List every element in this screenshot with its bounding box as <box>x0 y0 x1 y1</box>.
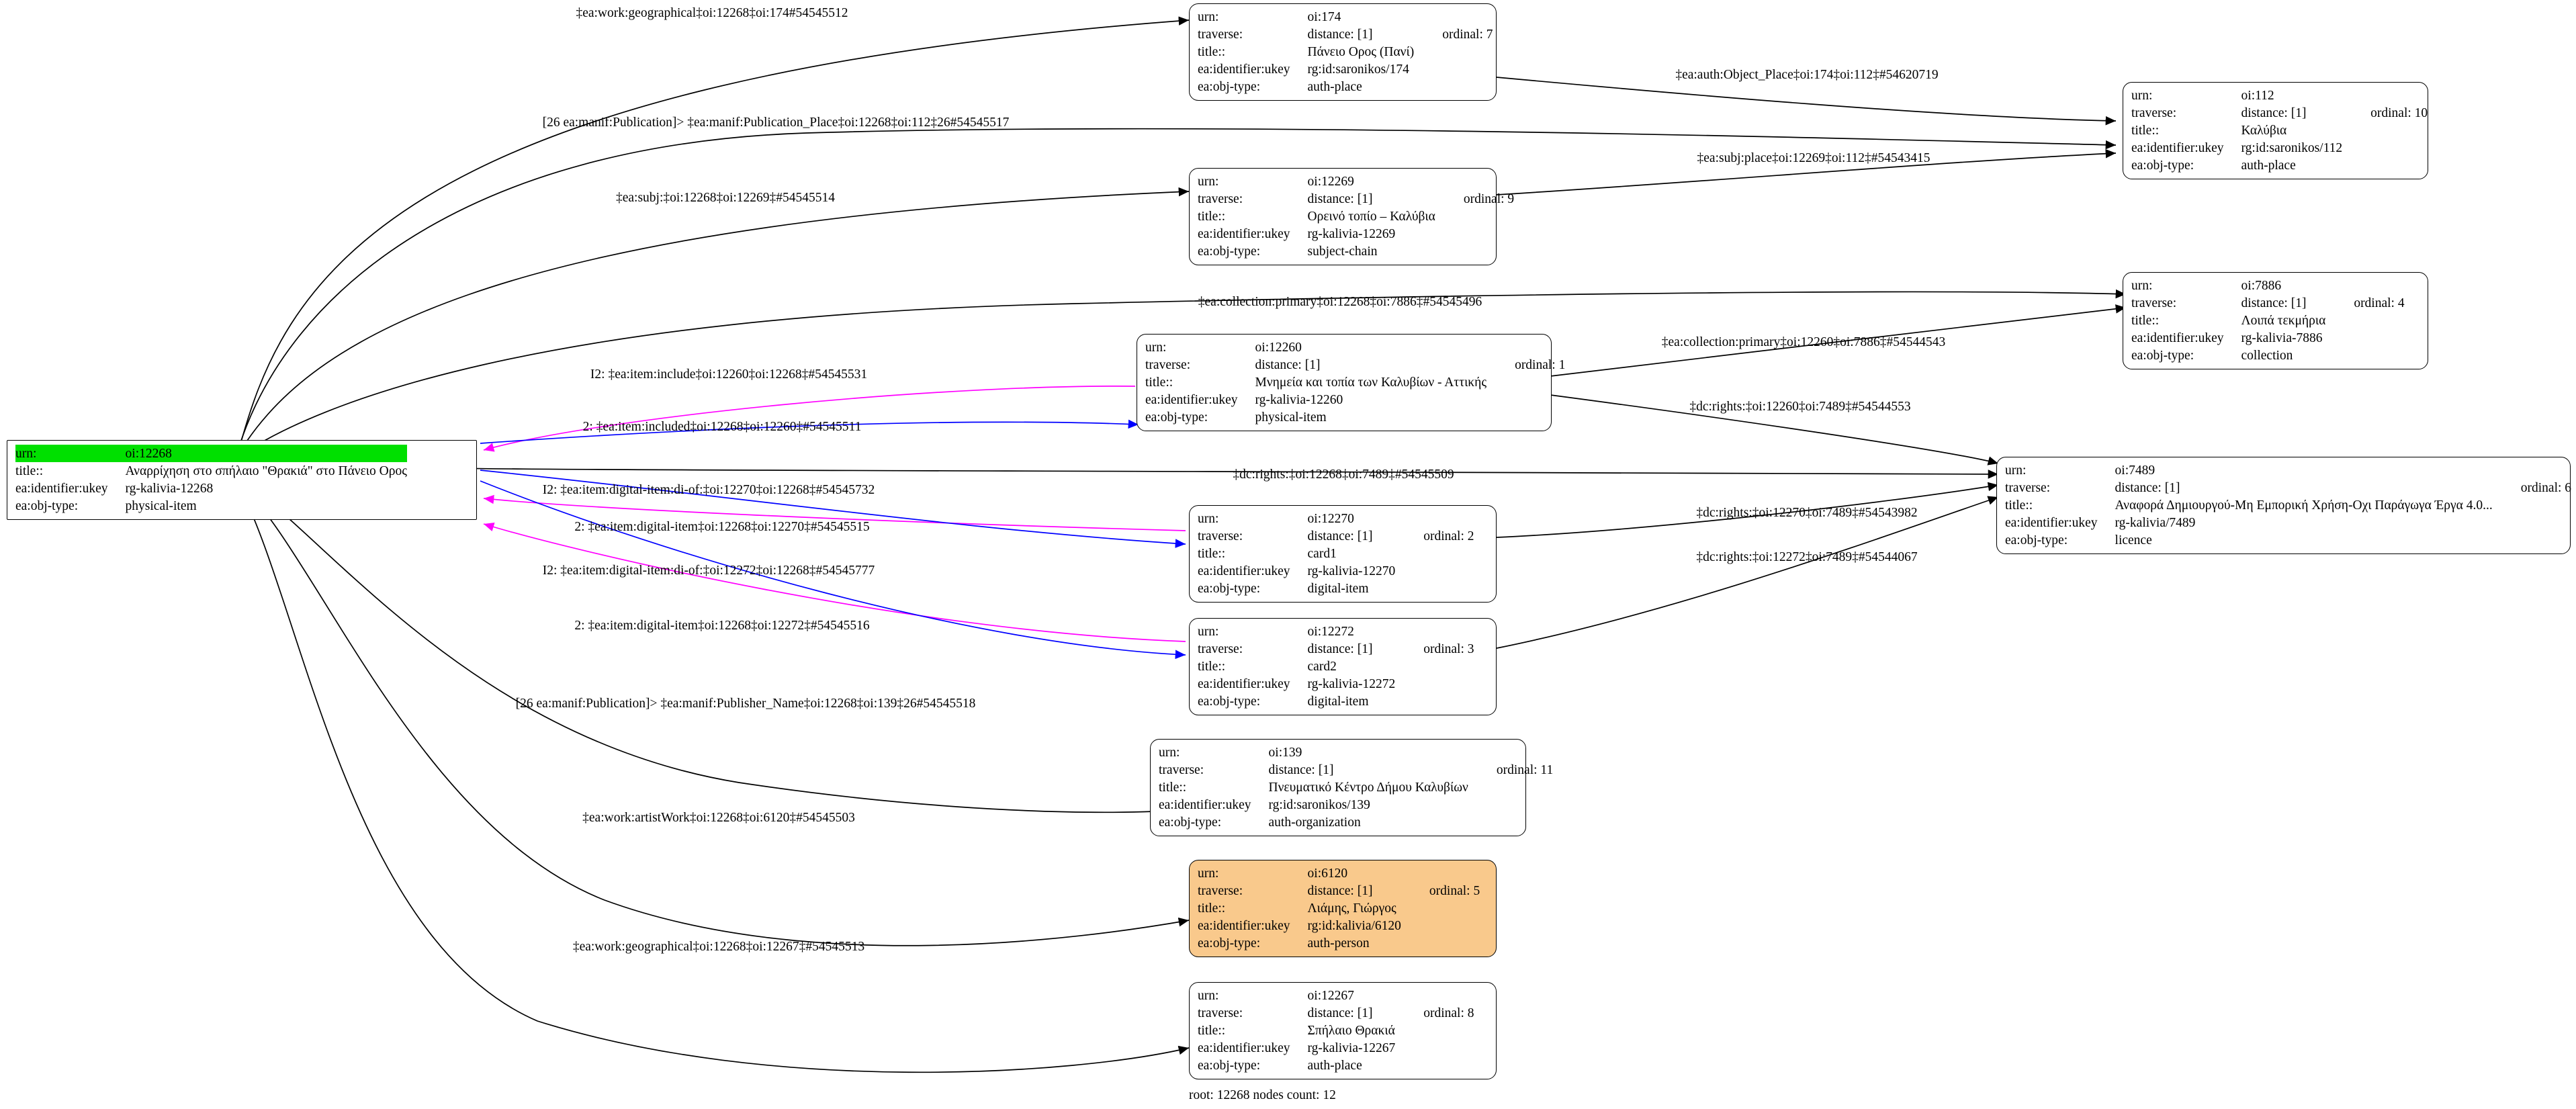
node-row <box>1198 640 1474 658</box>
node-row <box>1198 882 1480 899</box>
node-key: traverse: <box>1198 529 1243 543</box>
node-row <box>15 445 407 462</box>
node-row <box>2131 329 2405 347</box>
node-key: urn: <box>1159 745 1180 760</box>
node-value-2 <box>2325 277 2404 294</box>
node-value-2: ordinal: 7 <box>1442 27 1493 42</box>
node-key: title:: <box>2131 313 2160 328</box>
node-value-2: ordinal: 8 <box>1423 1006 1474 1020</box>
edge-label-work-artistwork: ‡ea:work:artistWork‡oi:12268‡oi:6120‡#54545503 <box>582 811 855 825</box>
node-table <box>2131 277 2405 364</box>
node-key: ea:identifier:ukey <box>15 481 108 496</box>
node-key: ea:obj-type: <box>2005 533 2068 547</box>
node-key: traverse: <box>1198 191 1243 206</box>
node-value: oi:139 <box>1268 745 1302 760</box>
node-key: title:: <box>1145 375 1173 390</box>
node-value: oi:12272 <box>1307 624 1354 639</box>
node-row <box>1198 1057 1474 1074</box>
node-value: Αναφορά Δημιουργού-Μη Εμπορική Χρήση-Οχι Παράγωγα Έργα 4.0... <box>2115 498 2493 513</box>
node-row <box>1198 658 1474 675</box>
node-row <box>15 462 407 480</box>
node-key: ea:obj-type: <box>15 498 79 513</box>
node-row <box>1198 225 1514 242</box>
node-value-2: ordinal: 5 <box>1429 883 1480 898</box>
node-value-2 <box>1435 173 1514 190</box>
edge-label-dc-rights-12260: ‡dc:rights:‡oi:12260‡oi:7489‡#54544553 <box>1689 400 1911 414</box>
node-value: digital-item <box>1307 694 1369 709</box>
node-value-2: ordinal: 4 <box>2354 296 2405 310</box>
node-value-2 <box>1401 864 1480 882</box>
node-row <box>1198 917 1480 934</box>
node-value: rg-kalivia/7489 <box>2115 515 2196 530</box>
node-table <box>1198 987 1474 1074</box>
node-key: urn: <box>2131 88 2153 103</box>
node-key: title:: <box>2131 123 2160 138</box>
node-key: ea:obj-type: <box>1198 1058 1261 1073</box>
node-key: urn: <box>1198 624 1219 639</box>
node-key: ea:obj-type: <box>1198 936 1261 950</box>
node-row <box>2131 122 2428 139</box>
node-value: rg:id:kalivia/6120 <box>1307 918 1401 933</box>
edge-label-digital-item-di-of-12270: I2: ‡ea:item:digital-item:di-of:‡oi:12270‡oi:12268‡#54545732 <box>542 483 875 497</box>
node-oi-7886[interactable] <box>2123 272 2428 369</box>
node-row <box>15 497 407 515</box>
node-value-2: ordinal: 10 <box>2370 105 2428 120</box>
edge-label-dc-rights-12272: ‡dc:rights:‡oi:12272‡oi:7489‡#54544067 <box>1696 550 1918 564</box>
node-row <box>1198 623 1474 640</box>
node-value: rg-kalivia-12260 <box>1255 392 1343 407</box>
edge-label-subj: ‡ea:subj:‡oi:12268‡oi:12269‡#54545514 <box>615 191 836 205</box>
node-key: ea:identifier:ukey <box>1198 62 1290 77</box>
node-key: title:: <box>1198 901 1226 916</box>
node-value: rg:id:saronikos/139 <box>1268 797 1370 812</box>
node-row <box>1198 1039 1474 1057</box>
node-row <box>1198 1004 1474 1022</box>
node-row <box>1145 356 1565 373</box>
node-row <box>1198 208 1514 225</box>
node-value: auth-person <box>1307 936 1370 950</box>
node-value: rg-kalivia-12272 <box>1307 676 1396 691</box>
node-row <box>1145 408 1565 426</box>
node-key: title:: <box>1198 659 1226 674</box>
node-oi-7489[interactable] <box>1996 457 2571 554</box>
edge-label-collection-primary-12268: ‡ea:collection:primary‡oi:12268‡oi:7886‡#54545496 <box>1198 295 1482 309</box>
node-table <box>2005 461 2571 549</box>
edge-label-digital-item-12270: 2: ‡ea:item:digital-item‡oi:12268‡oi:12270‡#54545515 <box>574 520 870 534</box>
edge-label-subj-place: ‡ea:subj:place‡oi:12269‡oi:112‡#54543415 <box>1697 151 1930 165</box>
node-key: traverse: <box>2005 480 2051 495</box>
node-table <box>1159 744 1553 831</box>
node-row <box>2005 496 2571 514</box>
node-table <box>1198 623 1474 710</box>
node-table <box>1198 510 1474 597</box>
node-value: Σπήλαιο Θρακιά <box>1307 1023 1395 1038</box>
node-row <box>1198 527 1474 545</box>
node-oi-12268[interactable] <box>7 440 477 520</box>
node-value: distance: [1] <box>1307 1006 1373 1020</box>
node-key: urn: <box>2131 278 2153 293</box>
node-key: urn: <box>1198 511 1219 526</box>
node-key: urn: <box>1198 988 1219 1003</box>
node-key: ea:obj-type: <box>1198 694 1261 709</box>
node-value: rg-kalivia-12270 <box>1307 564 1396 578</box>
node-value: distance: [1] <box>1307 529 1373 543</box>
node-key: traverse: <box>1198 883 1243 898</box>
node-key: urn: <box>2005 463 2027 478</box>
node-oi-12269[interactable] <box>1189 168 1515 265</box>
node-value: Λιάμης, Γιώργος <box>1307 901 1396 916</box>
node-value: card2 <box>1307 659 1337 674</box>
node-row <box>1198 8 1493 26</box>
node-row <box>1159 813 1553 831</box>
node-row <box>1159 779 1553 796</box>
node-key: ea:identifier:ukey <box>1198 676 1290 691</box>
node-key: ea:identifier:ukey <box>1159 797 1251 812</box>
edge-label-manif-publisher-name: [26 ea:manif:Publication]> ‡ea:manif:Publisher_Name‡oi:12268‡oi:139‡26#54545518 <box>515 697 976 711</box>
node-value-2 <box>2493 461 2571 479</box>
node-key: ea:identifier:ukey <box>1198 226 1290 241</box>
node-value: digital-item <box>1307 581 1369 596</box>
edge-label-work-geographical-174: ‡ea:work:geographical‡oi:12268‡oi:174#54545512 <box>576 6 848 20</box>
node-row <box>1198 675 1474 693</box>
node-oi-174[interactable] <box>1189 3 1497 101</box>
node-value: Πάνειο Ορος (Πανί) <box>1307 44 1415 59</box>
node-oi-12267[interactable] <box>1189 982 1497 1079</box>
node-value-2: ordinal: 3 <box>1423 641 1474 656</box>
node-value: rg-kalivia-12268 <box>125 481 214 496</box>
node-value-2: ordinal: 9 <box>1463 191 1515 206</box>
node-value-2 <box>1395 987 1474 1004</box>
node-key: ea:obj-type: <box>2131 348 2194 363</box>
node-value: physical-item <box>1255 410 1327 425</box>
node-value: rg-kalivia-12267 <box>1307 1040 1396 1055</box>
node-key: ea:obj-type: <box>1159 815 1222 830</box>
node-key: urn: <box>15 445 126 462</box>
node-key: ea:identifier:ukey <box>2131 330 2224 345</box>
node-key: traverse: <box>2131 105 2177 120</box>
node-key: traverse: <box>1145 357 1191 372</box>
node-value: oi:174 <box>1307 9 1341 24</box>
node-oi-139[interactable] <box>1150 739 1554 836</box>
node-table <box>1145 339 1565 426</box>
node-row <box>1198 864 1480 882</box>
node-key: traverse: <box>1159 762 1204 777</box>
node-value: oi:112 <box>2241 88 2274 103</box>
node-row <box>2131 312 2405 329</box>
node-value: Μνημεία και τοπία των Καλυβίων - Αττικής <box>1255 375 1487 390</box>
node-value: rg-kalivia-7886 <box>2241 330 2323 345</box>
node-key: traverse: <box>1198 641 1243 656</box>
node-oi-12272[interactable] <box>1189 618 1497 715</box>
node-value: auth-organization <box>1268 815 1361 830</box>
node-key: title:: <box>1159 780 1187 795</box>
node-value: licence <box>2115 533 2152 547</box>
node-table <box>15 445 407 515</box>
node-row <box>2131 294 2405 312</box>
node-value: card1 <box>1307 546 1337 561</box>
edge-label-collection-primary-12260: ‡ea:collection:primary‡oi:12260‡oi:7886‡#54544543 <box>1661 335 1946 349</box>
node-key: ea:obj-type: <box>1198 79 1261 94</box>
node-row <box>1159 761 1553 779</box>
node-key: title:: <box>1198 44 1226 59</box>
node-value-2: ordinal: 6 <box>2520 480 2572 495</box>
node-value: auth-place <box>1307 79 1362 94</box>
node-value: Αναρρίχηση στο σπήλαιο "Θρακιά" στο Πάνειο Ορος <box>125 463 407 478</box>
node-value: Ορεινό τοπίο – Καλύβια <box>1307 209 1435 224</box>
node-row <box>1198 43 1493 60</box>
node-row <box>1198 173 1514 190</box>
node-value: oi:7886 <box>2241 278 2282 293</box>
node-row <box>15 480 407 497</box>
node-value: oi:12267 <box>1307 988 1354 1003</box>
edge-label-item-included: 2: ‡ea:item:included‡oi:12268‡oi:12260‡#54545511 <box>582 420 862 434</box>
node-row <box>1198 510 1474 527</box>
node-value: distance: [1] <box>1268 762 1334 777</box>
node-value: rg-kalivia-12269 <box>1307 226 1396 241</box>
node-row <box>1198 78 1493 95</box>
node-value: rg:id:saronikos/112 <box>2241 140 2343 155</box>
node-table <box>1198 864 1480 952</box>
node-value-2: ordinal: 2 <box>1423 529 1474 543</box>
node-row <box>1198 190 1514 208</box>
edge-label-manif-publication-place: [26 ea:manif:Publication]> ‡ea:manif:Publication_Place‡oi:12268‡oi:112‡26#54545517 <box>542 116 1010 130</box>
node-value-2 <box>1414 8 1493 26</box>
node-row <box>1198 934 1480 952</box>
node-key: ea:identifier:ukey <box>1198 918 1290 933</box>
node-value: collection <box>2241 348 2293 363</box>
node-value: distance: [1] <box>2241 296 2307 310</box>
node-key: ea:identifier:ukey <box>1198 1040 1290 1055</box>
node-value: Λοιπά τεκμήρια <box>2241 313 2326 328</box>
node-value: Πνευματικό Κέντρο Δήμου Καλυβίων <box>1268 780 1468 795</box>
node-key: title:: <box>2005 498 2033 513</box>
node-key: ea:identifier:ukey <box>1145 392 1238 407</box>
edge-label-work-geographical-12267: ‡ea:work:geographical‡oi:12268‡oi:12267‡#54545513 <box>572 940 865 954</box>
node-key: title:: <box>15 463 44 478</box>
node-key: traverse: <box>1198 27 1243 42</box>
node-value: oi:12260 <box>1255 340 1302 355</box>
node-key: urn: <box>1198 9 1219 24</box>
node-row <box>1198 987 1474 1004</box>
node-value: distance: [1] <box>1307 27 1373 42</box>
node-row <box>2131 87 2428 104</box>
edge-label-digital-item-12272: 2: ‡ea:item:digital-item‡oi:12268‡oi:12272‡#54545516 <box>574 619 870 633</box>
node-key: ea:obj-type: <box>1198 581 1261 596</box>
node-value: oi:12268 <box>126 445 407 462</box>
node-value-2 <box>1395 623 1474 640</box>
node-oi-12260[interactable] <box>1137 334 1566 431</box>
node-row <box>1159 744 1553 761</box>
node-value: distance: [1] <box>1255 357 1321 372</box>
node-row <box>1198 242 1514 260</box>
node-table <box>1198 8 1493 95</box>
node-value: subject-chain <box>1307 244 1378 259</box>
node-row <box>1145 391 1565 408</box>
node-value-2 <box>1486 339 1565 356</box>
node-table <box>1198 173 1514 260</box>
node-row <box>2005 514 2571 531</box>
node-value: oi:6120 <box>1307 866 1348 881</box>
node-oi-112[interactable] <box>2123 82 2428 179</box>
node-row <box>2131 347 2405 364</box>
node-key: title:: <box>1198 546 1226 561</box>
node-value: auth-place <box>1307 1058 1362 1073</box>
node-key: ea:obj-type: <box>1145 410 1208 425</box>
node-value: distance: [1] <box>1307 641 1373 656</box>
graph-footer: root: 12268 nodes count: 12 <box>1189 1088 1336 1102</box>
node-value-2: ordinal: 1 <box>1515 357 1566 372</box>
node-key: ea:identifier:ukey <box>2131 140 2224 155</box>
node-row <box>2005 461 2571 479</box>
node-key: urn: <box>1198 866 1219 881</box>
node-value: Καλύβια <box>2241 123 2287 138</box>
node-value: physical-item <box>125 498 197 513</box>
node-value: distance: [1] <box>1307 191 1373 206</box>
node-key: urn: <box>1145 340 1167 355</box>
node-row <box>1198 693 1474 710</box>
node-row <box>2131 139 2428 157</box>
node-value: distance: [1] <box>2115 480 2180 495</box>
node-key: urn: <box>1198 174 1219 189</box>
node-oi-6120[interactable] <box>1189 860 1497 957</box>
node-row <box>2131 277 2405 294</box>
node-row <box>1198 1022 1474 1039</box>
node-value-2 <box>2342 87 2428 104</box>
node-key: ea:obj-type: <box>1198 244 1261 259</box>
node-row <box>2131 157 2428 174</box>
node-key: ea:obj-type: <box>2131 158 2194 173</box>
node-row <box>1198 562 1474 580</box>
node-row <box>2005 479 2571 496</box>
node-oi-12270[interactable] <box>1189 505 1497 603</box>
node-key: title:: <box>1198 209 1226 224</box>
node-key: traverse: <box>2131 296 2177 310</box>
edge-label-auth-object-place: ‡ea:auth:Object_Place‡oi:174‡oi:112‡#54620719 <box>1675 68 1939 82</box>
edge-label-digital-item-di-of-12272: I2: ‡ea:item:digital-item:di-of:‡oi:12272‡oi:12268‡#54545777 <box>542 564 875 578</box>
node-key: traverse: <box>1198 1006 1243 1020</box>
node-row <box>2005 531 2571 549</box>
node-value: oi:12270 <box>1307 511 1354 526</box>
node-row <box>1198 545 1474 562</box>
node-row <box>1198 580 1474 597</box>
node-value: distance: [1] <box>2241 105 2307 120</box>
edge-label-dc-rights-12268: ‡dc:rights:‡oi:12268‡oi:7489‡#54545509 <box>1233 468 1454 482</box>
node-row <box>2131 104 2428 122</box>
node-row <box>1198 899 1480 917</box>
node-key: ea:identifier:ukey <box>2005 515 2098 530</box>
node-value: rg:id:saronikos/174 <box>1307 62 1409 77</box>
node-key: ea:identifier:ukey <box>1198 564 1290 578</box>
node-table <box>2131 87 2428 174</box>
node-row <box>1159 796 1553 813</box>
node-value: distance: [1] <box>1307 883 1373 898</box>
node-value-2 <box>1468 744 1553 761</box>
node-row <box>1145 339 1565 356</box>
node-row <box>1145 373 1565 391</box>
node-value-2: ordinal: 11 <box>1496 762 1554 777</box>
edge-label-item-include: I2: ‡ea:item:include‡oi:12260‡oi:12268‡#54545531 <box>590 367 868 382</box>
node-key: title:: <box>1198 1023 1226 1038</box>
node-value: auth-place <box>2241 158 2296 173</box>
node-row <box>1198 26 1493 43</box>
node-value: oi:12269 <box>1307 174 1354 189</box>
edge-label-dc-rights-12270: ‡dc:rights:‡oi:12270‡oi:7489‡#54543982 <box>1696 506 1918 520</box>
node-value-2 <box>1395 510 1474 527</box>
node-value: oi:7489 <box>2115 463 2156 478</box>
node-row <box>1198 60 1493 78</box>
